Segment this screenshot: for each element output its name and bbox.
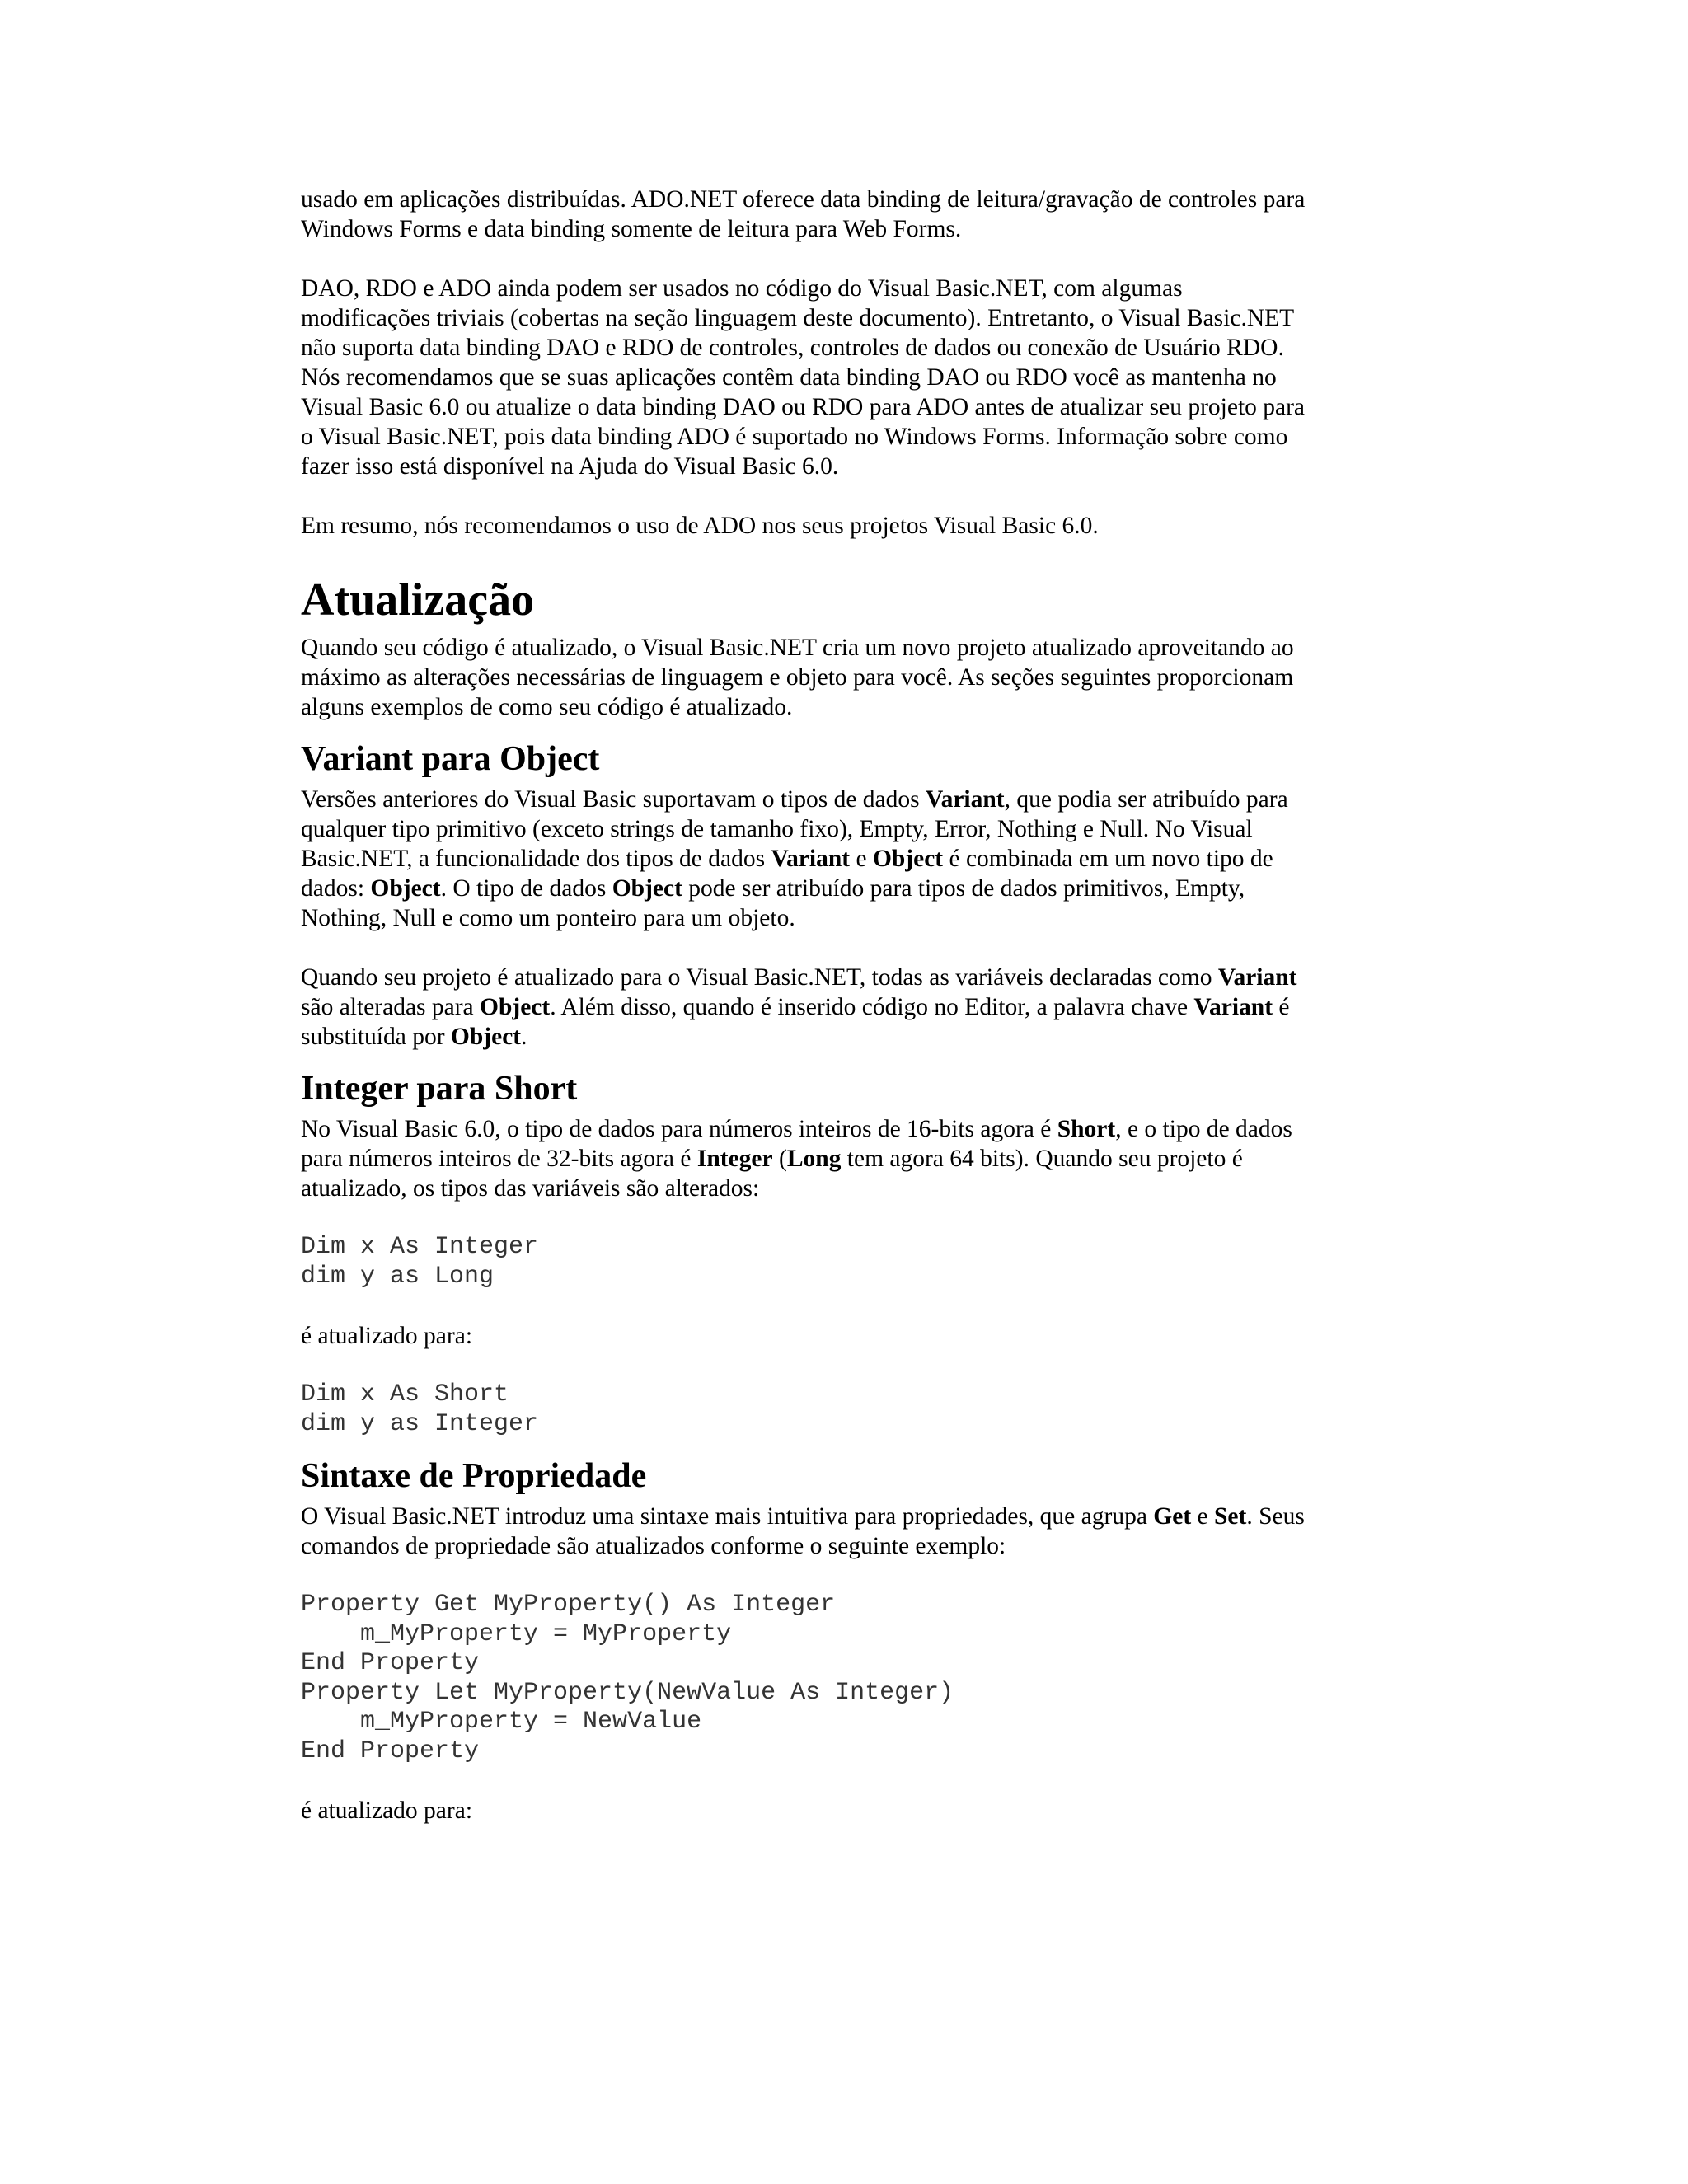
paragraph	[301, 963, 1389, 1052]
text-run: substituída por	[301, 1024, 451, 1050]
bold-term: Object	[872, 846, 944, 872]
paragraph-spacing	[301, 244, 1389, 274]
paragraph	[301, 1796, 1389, 1825]
text-line	[301, 992, 1389, 1022]
code-block: Dim x As Integer dim y as Long	[301, 1233, 539, 1291]
text-line	[301, 1114, 1389, 1144]
text-run: Versões anteriores do Visual Basic suportavam o tipos de dados	[301, 786, 926, 813]
paragraph	[301, 633, 1389, 722]
text-line	[301, 1502, 1389, 1531]
text-line	[301, 663, 1389, 692]
text-line	[301, 422, 1389, 452]
text-line	[301, 1022, 1389, 1052]
text-run: (	[772, 1146, 787, 1172]
section-heading: Atualização	[301, 574, 535, 626]
text-run: e	[850, 846, 873, 872]
bold-term: Long	[786, 1146, 842, 1172]
text-run: . Seus	[1246, 1503, 1305, 1530]
code-block: Dim x As Short dim y as Integer	[301, 1380, 539, 1438]
paragraph	[301, 785, 1389, 933]
text-line	[301, 1531, 1389, 1561]
paragraph-spacing	[301, 1351, 1389, 1380]
text-run: , e o tipo de dados	[1115, 1116, 1292, 1142]
text-line	[301, 1174, 1389, 1203]
text-run: é atualizado para:	[301, 1323, 473, 1349]
text-run: Windows Forms e data binding somente de leitura para Web Forms.	[301, 216, 962, 242]
text-run: Nothing, Null e como um ponteiro para um objeto.	[301, 905, 795, 931]
text-line	[301, 1796, 1389, 1825]
text-run: para números inteiros de 32-bits agora é	[301, 1146, 697, 1172]
paragraph-spacing	[301, 541, 1389, 570]
text-run: alguns exemplos de como seu código é atualizado.	[301, 694, 793, 720]
text-line	[301, 214, 1389, 244]
paragraph	[301, 1502, 1389, 1561]
bold-term: Integer	[696, 1146, 773, 1172]
text-run: .	[521, 1024, 528, 1050]
text-run: . Além disso, quando é inserido código no Editor, a palavra chave	[550, 994, 1194, 1020]
text-run: fazer isso está disponível na Ajuda do Visual Basic 6.0.	[301, 453, 839, 480]
bold-term: Object	[370, 875, 441, 902]
text-run: o Visual Basic.NET, pois data binding ADO é suportado no Windows Forms. Informação sobre como	[301, 424, 1288, 450]
text-line	[301, 363, 1389, 392]
text-run: é atualizado para:	[301, 1797, 473, 1824]
text-run: é	[1273, 994, 1290, 1020]
text-run: comandos de propriedade são atualizados conforme o seguinte exemplo:	[301, 1533, 1006, 1559]
text-line	[301, 452, 1389, 481]
paragraph	[301, 1321, 1389, 1351]
paragraph-spacing	[301, 1203, 1389, 1233]
text-line	[301, 692, 1389, 722]
text-line	[301, 1144, 1389, 1174]
paragraph-spacing	[301, 481, 1389, 511]
text-line	[301, 844, 1389, 874]
paragraph	[301, 511, 1389, 541]
bold-term: Variant	[771, 846, 851, 872]
text-run: qualquer tipo primitivo (exceto strings de tamanho fixo), Empty, Error, Nothing e Null. No Visual	[301, 816, 1253, 842]
bold-term: Object	[612, 875, 682, 902]
subsection-heading: Variant para Object	[301, 740, 600, 778]
text-run: atualizado, os tipos das variáveis são alterados:	[301, 1175, 760, 1202]
text-line	[301, 903, 1389, 933]
text-run: são alteradas para	[301, 994, 481, 1020]
text-line	[301, 874, 1389, 903]
text-run: No Visual Basic 6.0, o tipo de dados para números inteiros de 16-bits agora é	[301, 1116, 1057, 1142]
bold-term: Variant	[1193, 994, 1273, 1020]
bold-term: Set	[1214, 1503, 1247, 1530]
paragraph-spacing	[301, 933, 1389, 963]
paragraph-spacing	[301, 1561, 1389, 1591]
text-run: Em resumo, nós recomendamos o uso de ADO nos seus projetos Visual Basic 6.0.	[301, 513, 1099, 539]
text-run: pode ser atribuído para tipos de dados primitivos, Empty,	[682, 875, 1245, 902]
text-run: Quando seu código é atualizado, o Visual Basic.NET cria um novo projeto atualizado aproveitando ao	[301, 635, 1294, 661]
paragraph	[301, 274, 1389, 481]
text-line	[301, 185, 1389, 214]
text-run: Nós recomendamos que se suas aplicações contêm data binding DAO ou RDO você as mantenha no	[301, 364, 1277, 391]
text-run: e	[1191, 1503, 1215, 1530]
text-run: modificações triviais (cobertas na seção linguagem deste documento). Entretanto, o Visual Basic.NET	[301, 305, 1295, 331]
text-line	[301, 333, 1389, 363]
text-run: máximo as alterações necessárias de linguagem e objeto para você. As seções seguintes proporcionam	[301, 664, 1294, 691]
text-run: DAO, RDO e ADO ainda podem ser usados no código do Visual Basic.NET, com algumas	[301, 275, 1183, 302]
bold-term: Variant	[1217, 964, 1297, 991]
bold-term: Object	[450, 1024, 522, 1050]
paragraph-spacing	[301, 1766, 1389, 1796]
text-run: não suporta data binding DAO e RDO de controles, controles de dados ou conexão de Usuário RDO.	[301, 335, 1284, 361]
text-run: é combinada em um novo tipo de	[943, 846, 1273, 872]
text-run: dados:	[301, 875, 371, 902]
text-line	[301, 392, 1389, 422]
bold-term: Variant	[925, 786, 1005, 813]
bold-term: Object	[480, 994, 551, 1020]
paragraph-spacing	[301, 1291, 1389, 1321]
subsection-heading: Integer para Short	[301, 1070, 578, 1108]
bold-term: Get	[1153, 1503, 1192, 1530]
text-run: Basic.NET, a funcionalidade dos tipos de dados	[301, 846, 771, 872]
text-run: tem agora 64 bits). Quando seu projeto é	[841, 1146, 1243, 1172]
text-run: . O tipo de dados	[440, 875, 612, 902]
text-line	[301, 785, 1389, 814]
text-run: Visual Basic 6.0 ou atualize o data binding DAO ou RDO para ADO antes de atualizar seu projeto para	[301, 394, 1306, 420]
text-line	[301, 963, 1389, 992]
text-run: , que podia ser atribuído para	[1004, 786, 1288, 813]
code-block: Property Get MyProperty() As Integer m_MyProperty = MyProperty End Property Property Let MyProperty(NewValue As Integer) m_MyProperty = NewValue End Property	[301, 1591, 954, 1765]
paragraph	[301, 1114, 1389, 1203]
text-run: Quando seu projeto é atualizado para o Visual Basic.NET, todas as variáveis declaradas como	[301, 964, 1218, 991]
text-run: O Visual Basic.NET introduz uma sintaxe mais intuitiva para propriedades, que agrupa	[301, 1503, 1154, 1530]
text-line	[301, 303, 1389, 333]
text-line	[301, 511, 1389, 541]
document-page	[301, 185, 1389, 1825]
text-line	[301, 1321, 1389, 1351]
text-line	[301, 633, 1389, 663]
paragraph	[301, 185, 1389, 244]
subsection-heading: Sintaxe de Propriedade	[301, 1457, 647, 1495]
text-run: usado em aplicações distribuídas. ADO.NET oferece data binding de leitura/gravação de controles para	[301, 186, 1306, 213]
text-line	[301, 814, 1389, 844]
bold-term: Short	[1057, 1116, 1116, 1142]
text-line	[301, 274, 1389, 303]
